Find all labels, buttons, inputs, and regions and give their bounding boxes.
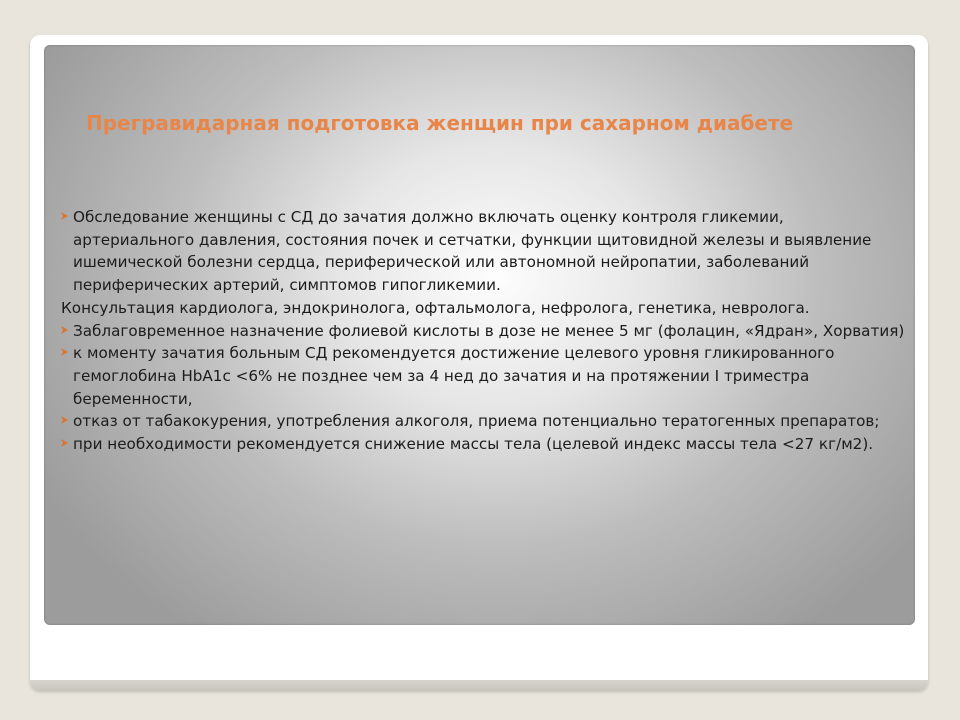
bullet-text: Заблаговременное назначение фолиевой кислоты в дозе не менее 5 мг (фолацин, «Ядран», Хорватия)	[73, 321, 905, 340]
bullet-item	[61, 342, 906, 410]
bullet-item	[61, 320, 906, 343]
slide-body	[61, 206, 906, 456]
chevron-right-icon	[61, 433, 68, 447]
bullet-item	[61, 433, 906, 456]
bullet-text: Обследование женщины с СД до зачатия должно включать оценку контроля гликемии, артериального давления, состояния почек и сетчатки, функции щитовидной железы и выявление ишемической болезни сердца, периферической или автономной нейропатии, заболеваний периферических артерий, симптомов гипогликемии.	[73, 208, 872, 295]
chevron-right-icon	[61, 206, 68, 220]
bullet-text: к моменту зачатия больным СД рекомендуется достижение целевого уровня гликированного гемоглобина HbA1c <6% не позднее чем за 4 нед до зачатия и на протяжении I триместра беременности,	[73, 344, 835, 408]
bullet-item	[61, 206, 906, 297]
bullet-text: при необходимости рекомендуется снижение массы тела (целевой индекс массы тела <27 кг/м2).	[73, 435, 874, 454]
slide-panel	[44, 45, 915, 625]
chevron-right-icon	[61, 410, 68, 424]
paragraph-text: Консультация кардиолога, эндокринолога, офтальмолога, нефролога, генетика, невролога.	[61, 298, 810, 317]
bullet-text: отказ от табакокурения, употребления алкоголя, приема потенциально тератогенных препаратов;	[73, 412, 880, 431]
chevron-right-icon	[61, 320, 68, 334]
bullet-item	[61, 410, 906, 433]
frame-bottom-bar	[30, 680, 928, 690]
chevron-right-icon	[61, 342, 68, 356]
slide-title: Прегравидарная подготовка женщин при сахарном диабете	[86, 111, 794, 135]
